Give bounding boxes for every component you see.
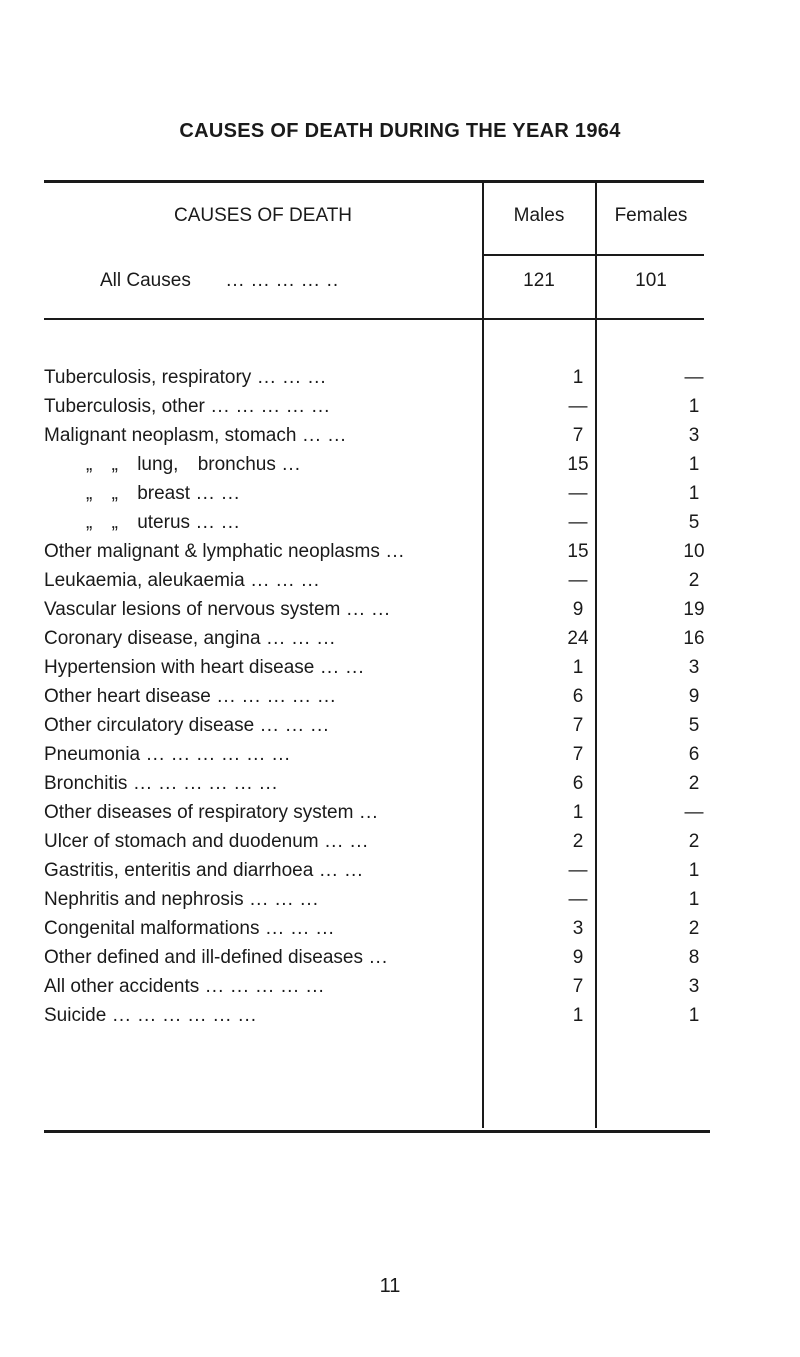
table-row [44, 947, 714, 974]
row-males: 24 [567, 628, 589, 649]
row-males: 1 [572, 657, 584, 678]
row-dots: ... ... ... [259, 918, 335, 939]
row-females: 3 [688, 976, 700, 997]
all-causes-males: 121 [523, 270, 555, 291]
table-row [44, 396, 714, 423]
table-row [44, 454, 714, 481]
row-females: 1 [688, 1005, 700, 1026]
table-row [44, 918, 714, 945]
row-males: — [568, 512, 588, 533]
row-label: Hypertension with heart disease [44, 657, 315, 678]
row-label: „ „ lung, bronchus [86, 454, 276, 475]
page-number: 11 [379, 1275, 401, 1297]
table-row [44, 628, 714, 655]
row-females: 9 [688, 686, 700, 707]
row-males: 15 [567, 541, 589, 562]
row-label: „ „ breast [86, 483, 191, 504]
all-causes-text: All Causes [100, 270, 191, 291]
row-males: 7 [572, 744, 584, 765]
table-row [44, 889, 714, 916]
table-row [44, 686, 714, 713]
row-label: Other diseases of respiratory system [44, 802, 354, 823]
row-label: Leukaemia, aleukaemia [44, 570, 245, 591]
row-females: 8 [688, 947, 700, 968]
row-label: Malignant neoplasm, stomach [44, 425, 297, 446]
row-females: 1 [688, 396, 700, 417]
table-top-rule [44, 180, 704, 183]
row-males: 7 [572, 976, 584, 997]
row-females: 2 [688, 773, 700, 794]
row-males: 1 [572, 1005, 584, 1026]
row-males: 6 [572, 773, 584, 794]
row-dots: ... [353, 802, 379, 823]
row-males: — [568, 396, 588, 417]
row-dots: ... ... ... ... ... ... [127, 773, 279, 794]
table-row [44, 1005, 714, 1032]
row-dots: ... ... ... [243, 889, 319, 910]
row-males: 15 [567, 454, 589, 475]
row-dots: ... [275, 454, 301, 475]
row-dots: ... [362, 947, 389, 968]
header-causes: CAUSES OF DEATH [173, 205, 353, 226]
row-label: Congenital malformations [44, 918, 260, 939]
row-dots: ... ... ... [260, 628, 336, 649]
row-females: — [684, 802, 704, 823]
table-row [44, 773, 714, 800]
row-females: 5 [688, 715, 700, 736]
row-label: Bronchitis [44, 773, 128, 794]
row-label: Suicide [44, 1005, 107, 1026]
row-females: 3 [688, 657, 700, 678]
table-row [44, 512, 714, 539]
table-row [44, 976, 714, 1003]
row-label: Other circulatory disease [44, 715, 255, 736]
row-dots: ... ... ... [244, 570, 321, 591]
row-dots: ... ... ... [254, 715, 330, 736]
row-label: Other malignant & lymphatic neoplasms [44, 541, 380, 562]
table-row [44, 367, 714, 394]
row-females: 16 [683, 628, 705, 649]
table-row [44, 599, 714, 626]
row-label: „ „ uterus [86, 512, 191, 533]
row-females: 6 [688, 744, 700, 765]
row-dots: ... ... [190, 512, 241, 533]
row-females: 10 [683, 541, 705, 562]
row-males: 7 [572, 425, 584, 446]
row-females: — [684, 367, 704, 388]
row-label: Coronary disease, angina [44, 628, 261, 649]
row-females: 1 [688, 860, 700, 881]
row-males: 6 [572, 686, 584, 707]
row-males: 3 [572, 918, 584, 939]
row-males: 9 [572, 599, 584, 620]
row-label: Tuberculosis, other [44, 396, 205, 417]
row-label: Ulcer of stomach and duodenum [44, 831, 319, 852]
row-males: 1 [572, 802, 584, 823]
row-females: 19 [683, 599, 705, 620]
all-causes-label [100, 270, 480, 292]
table-row [44, 715, 714, 742]
row-dots: ... ... [318, 831, 369, 852]
row-dots: ... ... ... ... ... ... [140, 744, 291, 765]
row-label: All other accidents [44, 976, 200, 997]
row-dots: ... [379, 541, 405, 562]
header-rule-numbers [484, 254, 704, 256]
row-females: 3 [688, 425, 700, 446]
all-causes-dots: ... ... ... ... .. [226, 270, 340, 291]
row-label: Gastritis, enteritis and diarrhoea [44, 860, 314, 881]
row-females: 1 [688, 889, 700, 910]
header-males: Males [513, 205, 565, 226]
row-dots: ... ... ... ... ... ... [106, 1005, 258, 1026]
table-row [44, 831, 714, 858]
table-row [44, 541, 714, 568]
row-males: — [568, 860, 588, 881]
row-females: 5 [688, 512, 700, 533]
row-females: 2 [688, 918, 700, 939]
row-dots: ... ... [296, 425, 347, 446]
row-males: — [568, 889, 588, 910]
row-dots: ... ... ... ... ... [199, 976, 325, 997]
row-label: Other defined and ill-defined diseases [44, 947, 363, 968]
table-row [44, 570, 714, 597]
table-row [44, 657, 714, 684]
row-males: 9 [572, 947, 584, 968]
row-dots: ... ... ... [251, 367, 327, 388]
row-females: 1 [688, 483, 700, 504]
row-dots: ... ... ... ... ... [210, 686, 337, 707]
row-males: 7 [572, 715, 584, 736]
row-label: Vascular lesions of nervous system [44, 599, 341, 620]
row-label: Pneumonia [44, 744, 141, 765]
row-females: 2 [688, 831, 700, 852]
row-females: 2 [688, 570, 700, 591]
row-label: Other heart disease [44, 686, 211, 707]
table-row [44, 860, 714, 887]
row-dots: ... ... [313, 860, 364, 881]
row-males: — [568, 483, 588, 504]
row-females: 1 [688, 454, 700, 475]
header-females: Females [614, 205, 688, 226]
page-title: CAUSES OF DEATH DURING THE YEAR 1964 [179, 120, 621, 142]
table-bottom-rule [44, 1130, 710, 1133]
table-row [44, 802, 714, 829]
row-dots: ... ... [190, 483, 241, 504]
table-row [44, 425, 714, 452]
row-males: 2 [572, 831, 584, 852]
row-dots: ... ... [340, 599, 391, 620]
row-label: Tuberculosis, respiratory [44, 367, 252, 388]
row-males: — [568, 570, 588, 591]
table-row [44, 483, 714, 510]
row-label: Nephritis and nephrosis [44, 889, 244, 910]
all-causes-rule [44, 318, 704, 320]
row-males: 1 [572, 367, 584, 388]
table-row [44, 744, 714, 771]
row-dots: ... ... ... ... ... [204, 396, 331, 417]
row-dots: ... ... [314, 657, 365, 678]
all-causes-females: 101 [635, 270, 667, 291]
